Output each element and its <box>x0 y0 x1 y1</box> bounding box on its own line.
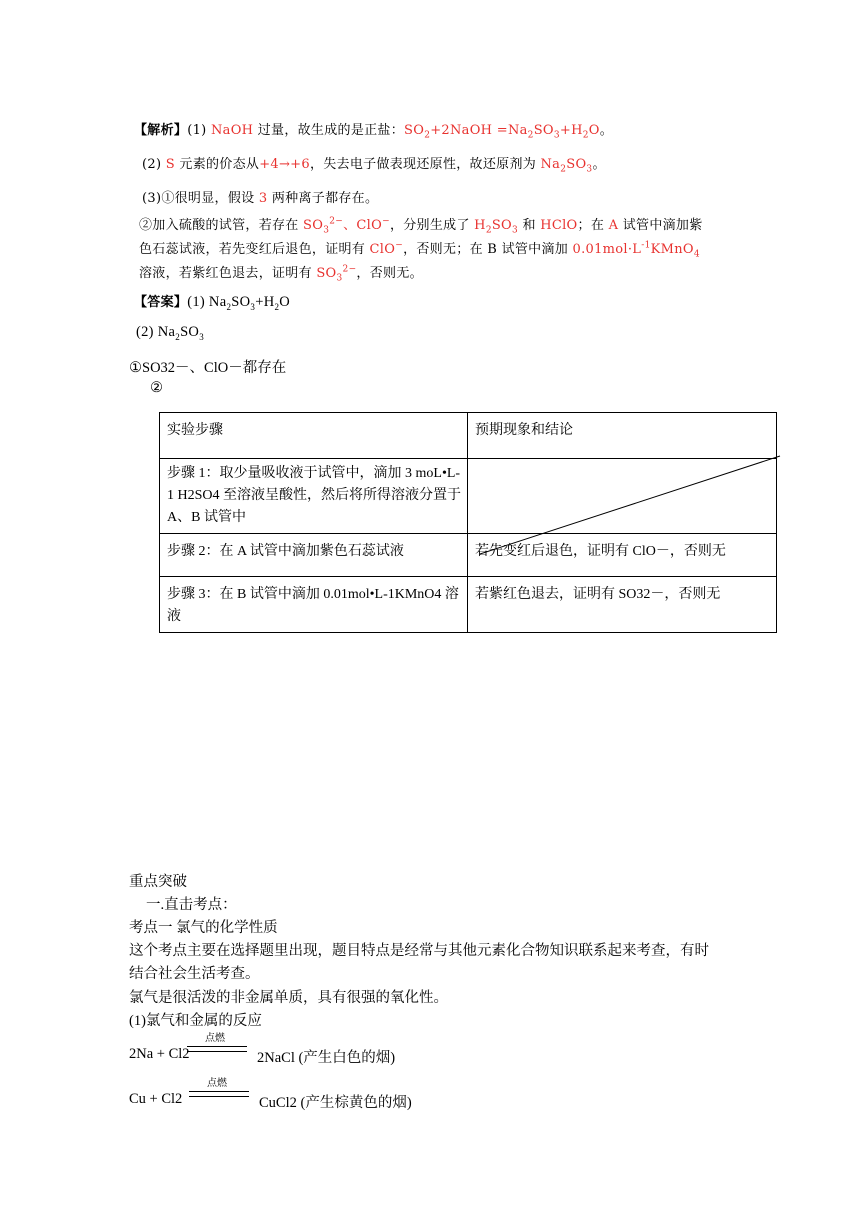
equals-sign <box>187 1046 247 1052</box>
diagonal-line <box>460 450 785 560</box>
analysis-line-1: 【解析】(1) NaOH 过量，故生成的是正盐：$SO_2+2NaOH =Na_2SO_3+H_2O$。 <box>134 123 614 141</box>
section-title: 重点突破 <box>129 874 187 890</box>
table-header-cell: 预期现象和结论 <box>468 413 777 459</box>
table-header-cell: 实验步骤 <box>160 413 468 459</box>
condition-label: 点燃 <box>207 1078 227 1089</box>
condition-label: 点燃 <box>205 1033 225 1044</box>
answer-3-line-1: ①SO32－、ClO－都存在 <box>129 360 287 376</box>
table-cell: 步骤 3：在 B 试管中滴加 0.01mol•L-1KMnO4 溶液 <box>160 577 468 633</box>
answer-tag: 【答案】 <box>134 295 188 310</box>
equation-1-left: 2Na + Cl2 <box>129 1046 190 1062</box>
table-cell: 步骤 1：取少量吸收液于试管中，滴加 3 moL•L-1 H2SO4 至溶液呈酸性，然后将所得溶液分置于 A、B 试管中 <box>160 459 468 534</box>
answer-3-line-2: ② <box>150 380 163 396</box>
exam-point-title: 考点一 氯气的化学性质 <box>129 920 278 936</box>
analysis-line-4: ②加入硫酸的试管，若存在 $SO_3^{2-}$、ClO−，分别生成了 $H_2SO_3$ 和 HClO；在 A 试管中滴加紫 <box>139 216 703 236</box>
analysis-line-6: 溶液，若紫红色退去，证明有 $SO_3^{2-}$，否则无。 <box>139 264 423 284</box>
analysis-line-2: (2) S 元素的价态从+4→+6，失去电子做表现还原性，故还原剂为 $Na_2SO_3$。 <box>142 157 606 175</box>
answer-line-2: (2) $Na_2SO_3$ <box>136 324 205 342</box>
description-line-2: 结合社会生活考查。 <box>129 966 260 982</box>
description-line-3: 氯气是很活泼的非金属单质，具有很强的氧化性。 <box>129 990 448 1006</box>
analysis-line-5: 色石蕊试液，若先变红后退色，证明有 ClO−，否则无；在 B 试管中滴加 $0.01mol\cdot L^{-1}KMnO_4$ <box>139 240 700 260</box>
analysis-line-3: (3)①很明显，假设 3 两种离子都存在。 <box>142 191 379 206</box>
section-subtitle: 一.直击考点： <box>146 897 237 913</box>
table-cell: 若先变红后退色，证明有 ClO－，否则无 <box>468 534 777 577</box>
equation-1-right: 2NaCl (产生白色的烟) <box>257 1050 396 1066</box>
analysis-tag: 【解析】 <box>134 123 188 138</box>
table-row <box>160 577 777 633</box>
answer-line-1: 【答案】(1) $Na_2SO_3+H_2O$ <box>134 294 291 312</box>
reaction-subheading: (1)氯气和金属的反应 <box>129 1013 262 1029</box>
table-cell: 步骤 2：在 A 试管中滴加紫色石蕊试液 <box>160 534 468 577</box>
description-line-1: 这个考点主要在选择题里出现，题目特点是经常与其他元素化合物知识联系起来考查，有时 <box>129 943 709 959</box>
table-cell: 若紫红色退去，证明有 SO32－，否则无 <box>468 577 777 633</box>
equation-2-left: Cu + Cl2 <box>129 1091 183 1107</box>
equals-sign <box>189 1091 249 1097</box>
equation-so2-naoh: $SO_2+2NaOH =Na_2SO_3+H_2O$ <box>404 123 600 141</box>
equation-2-right: CuCl2 (产生棕黄色的烟) <box>259 1095 412 1111</box>
